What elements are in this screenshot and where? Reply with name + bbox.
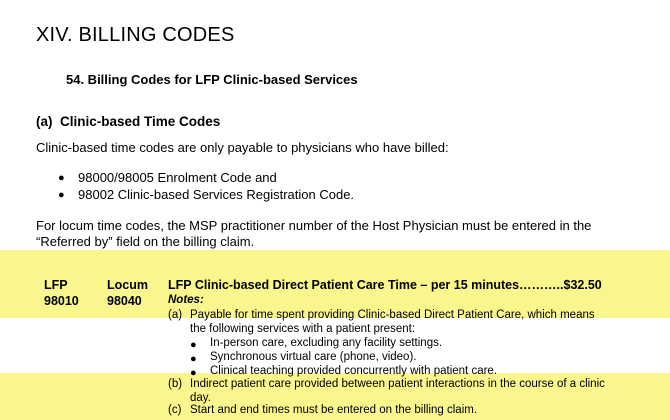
billed-item: 98000/98005 Enrolment Code and xyxy=(78,170,277,185)
note-marker: (a) xyxy=(168,309,183,321)
note-marker: (b) xyxy=(168,378,183,390)
bullet-icon: ● xyxy=(58,172,65,184)
notes-label: Notes: xyxy=(168,294,204,306)
note-a-line1: Payable for time spent providing Clinic-based Direct Patient Care, which means xyxy=(190,309,595,321)
note-a-bullet: Clinical teaching provided concurrently with patient care. xyxy=(210,365,498,377)
lfp-column-header: LFP xyxy=(44,278,68,292)
note-c-line1: Start and end times must be entered on the billing claim. xyxy=(190,404,478,416)
billed-item: 98002 Clinic-based Services Registration Code. xyxy=(78,187,355,202)
note-a-line2: the following services with a patient present: xyxy=(190,323,416,335)
section-heading: 54. Billing Codes for LFP Clinic-based Services xyxy=(66,72,358,87)
note-b-line1: Indirect patient care provided between patient interactions in the course of a clinic xyxy=(190,378,605,390)
locum-note-line2: “Referred by” field on the billing claim. xyxy=(36,234,255,249)
subsection-title: Clinic-based Time Codes xyxy=(60,114,221,129)
intro-text: Clinic-based time codes are only payable to physicians who have billed: xyxy=(36,140,449,155)
fee-description: LFP Clinic-based Direct Patient Care Time – per 15 minutes………..$32.50 xyxy=(168,278,602,292)
locum-note-line1: For locum time codes, the MSP practitioner number of the Host Physician must be entered in the xyxy=(36,218,592,233)
bullet-icon: ● xyxy=(190,353,197,365)
bullet-icon: ● xyxy=(58,189,65,201)
locum-code: 98040 xyxy=(107,294,142,308)
note-b-line2: day. xyxy=(190,392,211,404)
note-marker: (c) xyxy=(168,404,182,416)
chapter-title: XIV. BILLING CODES xyxy=(36,24,235,46)
note-a-bullet: In-person care, excluding any facility settings. xyxy=(210,337,443,349)
locum-column-header: Locum xyxy=(107,278,148,292)
note-a-bullet: Synchronous virtual care (phone, video). xyxy=(210,351,417,363)
bullet-icon: ● xyxy=(190,339,197,351)
bullet-icon: ● xyxy=(190,367,197,379)
subsection-heading xyxy=(36,114,220,129)
subsection-label: (a) xyxy=(36,114,53,129)
lfp-code: 98010 xyxy=(44,294,79,308)
